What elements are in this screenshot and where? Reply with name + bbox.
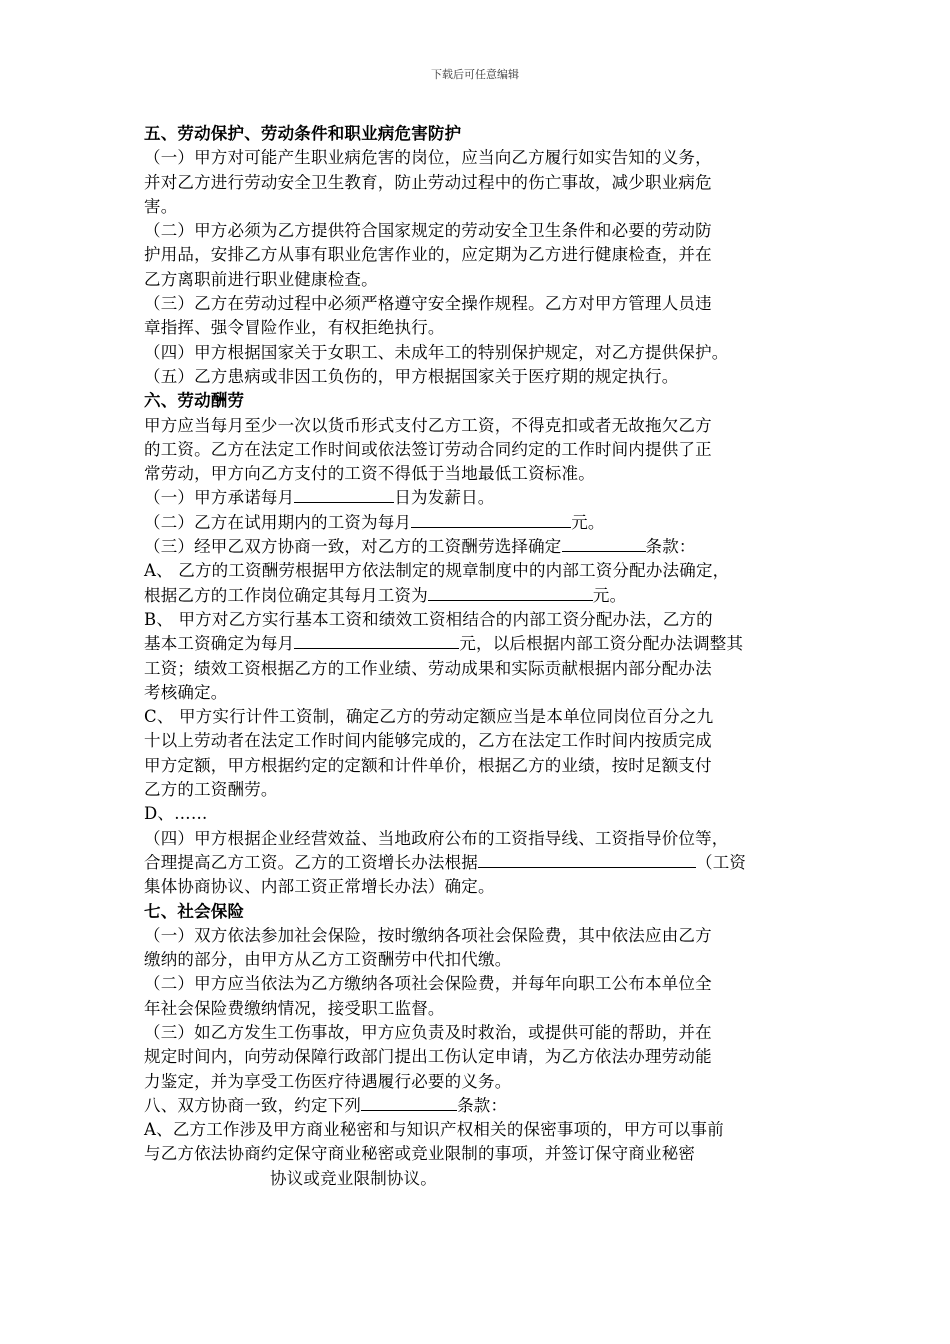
text-line: （二）甲方必须为乙方提供符合国家规定的劳动安全卫生条件和必要的劳动防	[144, 221, 712, 241]
text-line: （四）甲方根据企业经营效益、当地政府公布的工资指导线、工资指导价位等，	[144, 828, 729, 848]
text-line: （三）乙方在劳动过程中必须严格遵守安全操作规程。乙方对甲方管理人员违	[144, 294, 712, 314]
text-line: D、……	[144, 804, 208, 824]
clause-choice-blank	[562, 535, 646, 552]
text-line: 缴纳的部分，由甲方从乙方工资酬劳中代扣代缴。	[144, 950, 512, 970]
text-segment: （一）甲方承诺每月	[144, 488, 295, 508]
text-line: （三）如乙方发生工伤事故，甲方应负责及时救治，或提供可能的帮助，并在	[144, 1022, 712, 1042]
text-line: （五）乙方患病或非因工负伤的，甲方根据国家关于医疗期的规定执行。	[144, 366, 679, 386]
text-line: 与乙方依法协商约定保守商业秘密或竞业限制的事项，并签订保守商业秘密	[144, 1144, 696, 1164]
wage-increase-basis-blank	[478, 851, 696, 868]
text-line: A、乙方工作涉及甲方商业秘密和与知识产权相关的保密事项的，甲方可以事前	[144, 1120, 724, 1140]
text-segment: （工资	[696, 852, 747, 872]
text-line: C、 甲方实行计件工资制，确定乙方的劳动定额应当是本单位同岗位百分之九	[144, 707, 714, 727]
text-segment: 八、双方协商一致，约定下列	[144, 1095, 362, 1115]
text-segment: 条款：	[645, 537, 696, 557]
text-line: 集体协商协议、内部工资正常增长办法）确定。	[144, 877, 495, 897]
text-segment: （二）乙方在试用期内的工资为每月	[144, 512, 412, 532]
section-8-line	[144, 1094, 824, 1118]
text-segment: 条款：	[457, 1095, 508, 1115]
base-wage-blank	[294, 632, 459, 649]
payday-blank	[294, 486, 394, 503]
text-line: 甲方定额，甲方根据约定的定额和计件单价，根据乙方的业绩，按时足额支付	[144, 755, 712, 775]
text-segment: 元。	[571, 512, 605, 532]
text-segment: 元，以后根据内部工资分配办法调整其	[459, 634, 744, 654]
text-line: 害。	[144, 196, 178, 216]
text-line: 乙方的工资酬劳。	[144, 780, 278, 800]
text-line	[144, 511, 824, 535]
text-segment: 元。	[592, 585, 627, 605]
text-line: 力鉴定，并为享受工伤医疗待遇履行必要的义务。	[144, 1071, 512, 1091]
text-line: 章指挥、强令冒险作业，有权拒绝执行。	[144, 318, 445, 338]
text-line: 甲方应当每月至少一次以货币形式支付乙方工资，不得克扣或者无故拖欠乙方	[144, 415, 712, 435]
text-segment: 根据乙方的工作岗位确定其每月工资为	[144, 585, 428, 605]
text-line: （一）甲方对可能产生职业病危害的岗位，应当向乙方履行如实告知的义务，	[144, 148, 712, 168]
text-line: 考核确定。	[144, 682, 228, 702]
section-5-title: 五、劳动保护、劳动条件和职业病危害防护	[144, 124, 462, 143]
section-7-title: 七、社会保险	[144, 901, 245, 921]
text-line: 护用品，安排乙方从事有职业危害作业的，应定期为乙方进行健康检查，并在	[144, 245, 712, 265]
text-line	[144, 535, 824, 559]
text-line: 常劳动，甲方向乙方支付的工资不得低于当地最低工资标准。	[144, 464, 595, 484]
text-line: 十以上劳动者在法定工作时间内能够完成的，乙方在法定工作时间内按质完成	[144, 731, 712, 751]
text-line: （二）甲方应当依法为乙方缴纳各项社会保险费，并每年向职工公布本单位全	[144, 974, 712, 994]
agreed-clauses-blank	[361, 1094, 457, 1111]
document-body	[144, 122, 824, 1191]
page-header: 下载后可任意编辑	[431, 68, 519, 81]
text-segment: 基本工资确定为每月	[144, 634, 295, 654]
text-line	[144, 851, 824, 875]
text-line: 工资；绩效工资根据乙方的工作业绩、劳动成果和实际贡献根据内部分配办法	[144, 658, 712, 678]
text-segment: （三）经甲乙双方协商一致，对乙方的工资酬劳选择确定	[144, 537, 562, 557]
text-segment: 合理提高乙方工资。乙方的工资增长办法根据	[144, 852, 478, 872]
text-segment: 日为发薪日。	[394, 488, 495, 508]
text-line	[144, 584, 824, 608]
monthly-wage-blank	[428, 584, 593, 601]
text-line: （一）双方依法参加社会保险，按时缴纳各项社会保险费，其中依法应由乙方	[144, 925, 712, 945]
text-line: （四）甲方根据国家关于女职工、未成年工的特别保护规定，对乙方提供保护。	[144, 342, 729, 362]
text-line: 规定时间内，向劳动保障行政部门提出工伤认定申请，为乙方依法办理劳动能	[144, 1047, 712, 1067]
text-line: 的工资。乙方在法定工作时间或依法签订劳动合同约定的工作时间内提供了正	[144, 439, 712, 459]
text-line: 协议或竞业限制协议。	[270, 1168, 437, 1188]
probation-wage-blank	[411, 511, 571, 528]
section-6-title: 六、劳动酬劳	[144, 391, 245, 411]
text-line: B、 甲方对乙方实行基本工资和绩效工资相结合的内部工资分配办法，乙方的	[144, 609, 713, 629]
text-line: 年社会保险费缴纳情况，接受职工监督。	[144, 998, 445, 1018]
text-line	[144, 486, 824, 510]
text-line: 乙方离职前进行职业健康检查。	[144, 269, 378, 289]
text-line	[144, 632, 824, 656]
text-line: A、 乙方的工资酬劳根据甲方依法制定的规章制度中的内部工资分配办法确定，	[144, 561, 730, 581]
text-line: 并对乙方进行劳动安全卫生教育，防止劳动过程中的伤亡事故，减少职业病危	[144, 172, 712, 192]
